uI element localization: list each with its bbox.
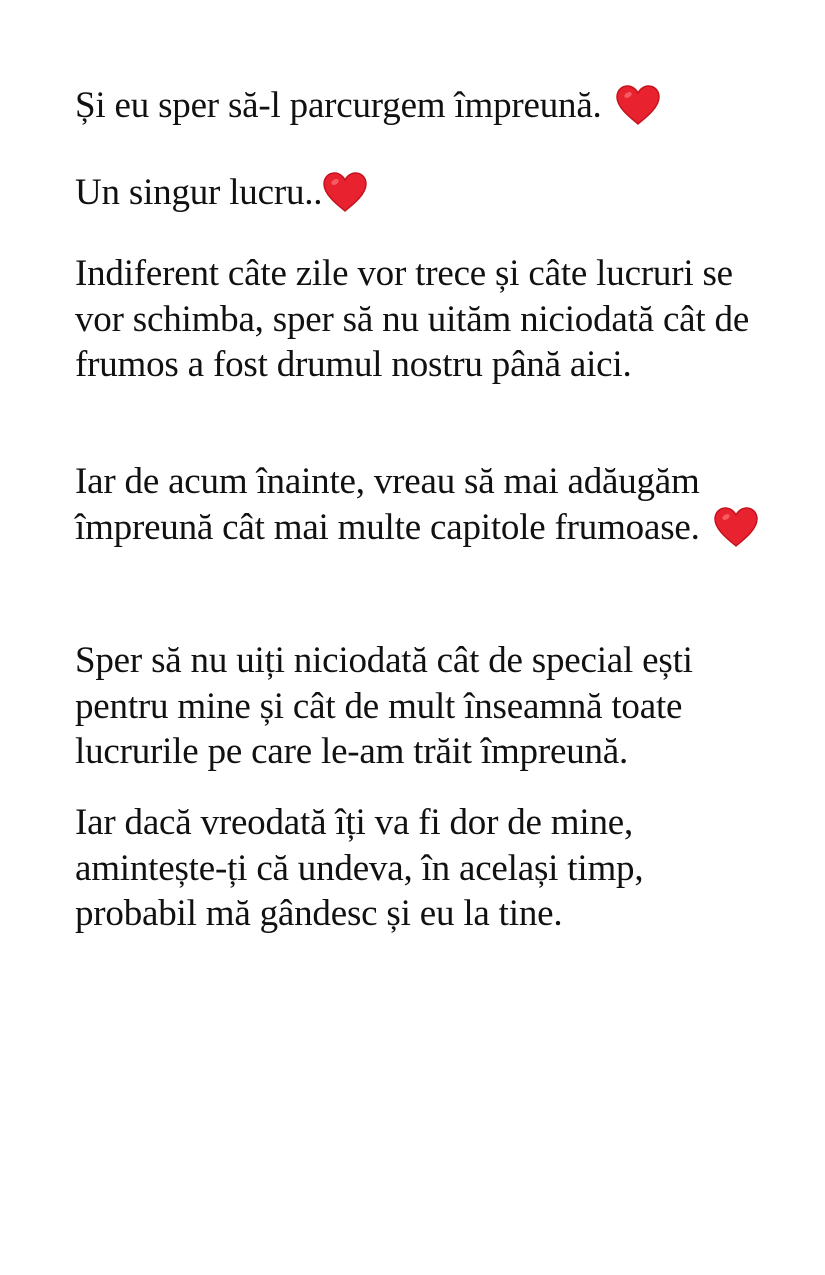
paragraph-1-text: Și eu sper să-l parcurgem împreună.	[75, 85, 602, 126]
paragraph-2	[75, 170, 765, 216]
heart-icon	[713, 506, 759, 548]
paragraph-4	[75, 459, 765, 550]
paragraph-5: Sper să nu uiți niciodată cât de special ești pentru mine și cât de mult înseamnă toate lucrurile pe care le-am trăit împreună.	[75, 640, 693, 772]
heart-icon	[322, 171, 368, 213]
paragraph-3: Indiferent câte zile vor trece și câte lucruri se vor schimba, sper să nu uităm niciodată cât de frumos a fost drumul nostru până aici.	[75, 253, 750, 385]
paragraph-1	[75, 83, 765, 129]
paragraph-2-text: Un singur lucru..	[75, 172, 323, 213]
heart-icon	[615, 84, 661, 126]
paragraph-6: Iar dacă vreodată îți va fi dor de mine, amintește-ți că undeva, în același timp, probabil mă gândesc și eu la tine.	[75, 802, 644, 934]
paragraph-4-text: Iar de acum înainte, vreau să mai adăugăm împreună cât mai multe capitole frumoase.	[75, 461, 700, 548]
